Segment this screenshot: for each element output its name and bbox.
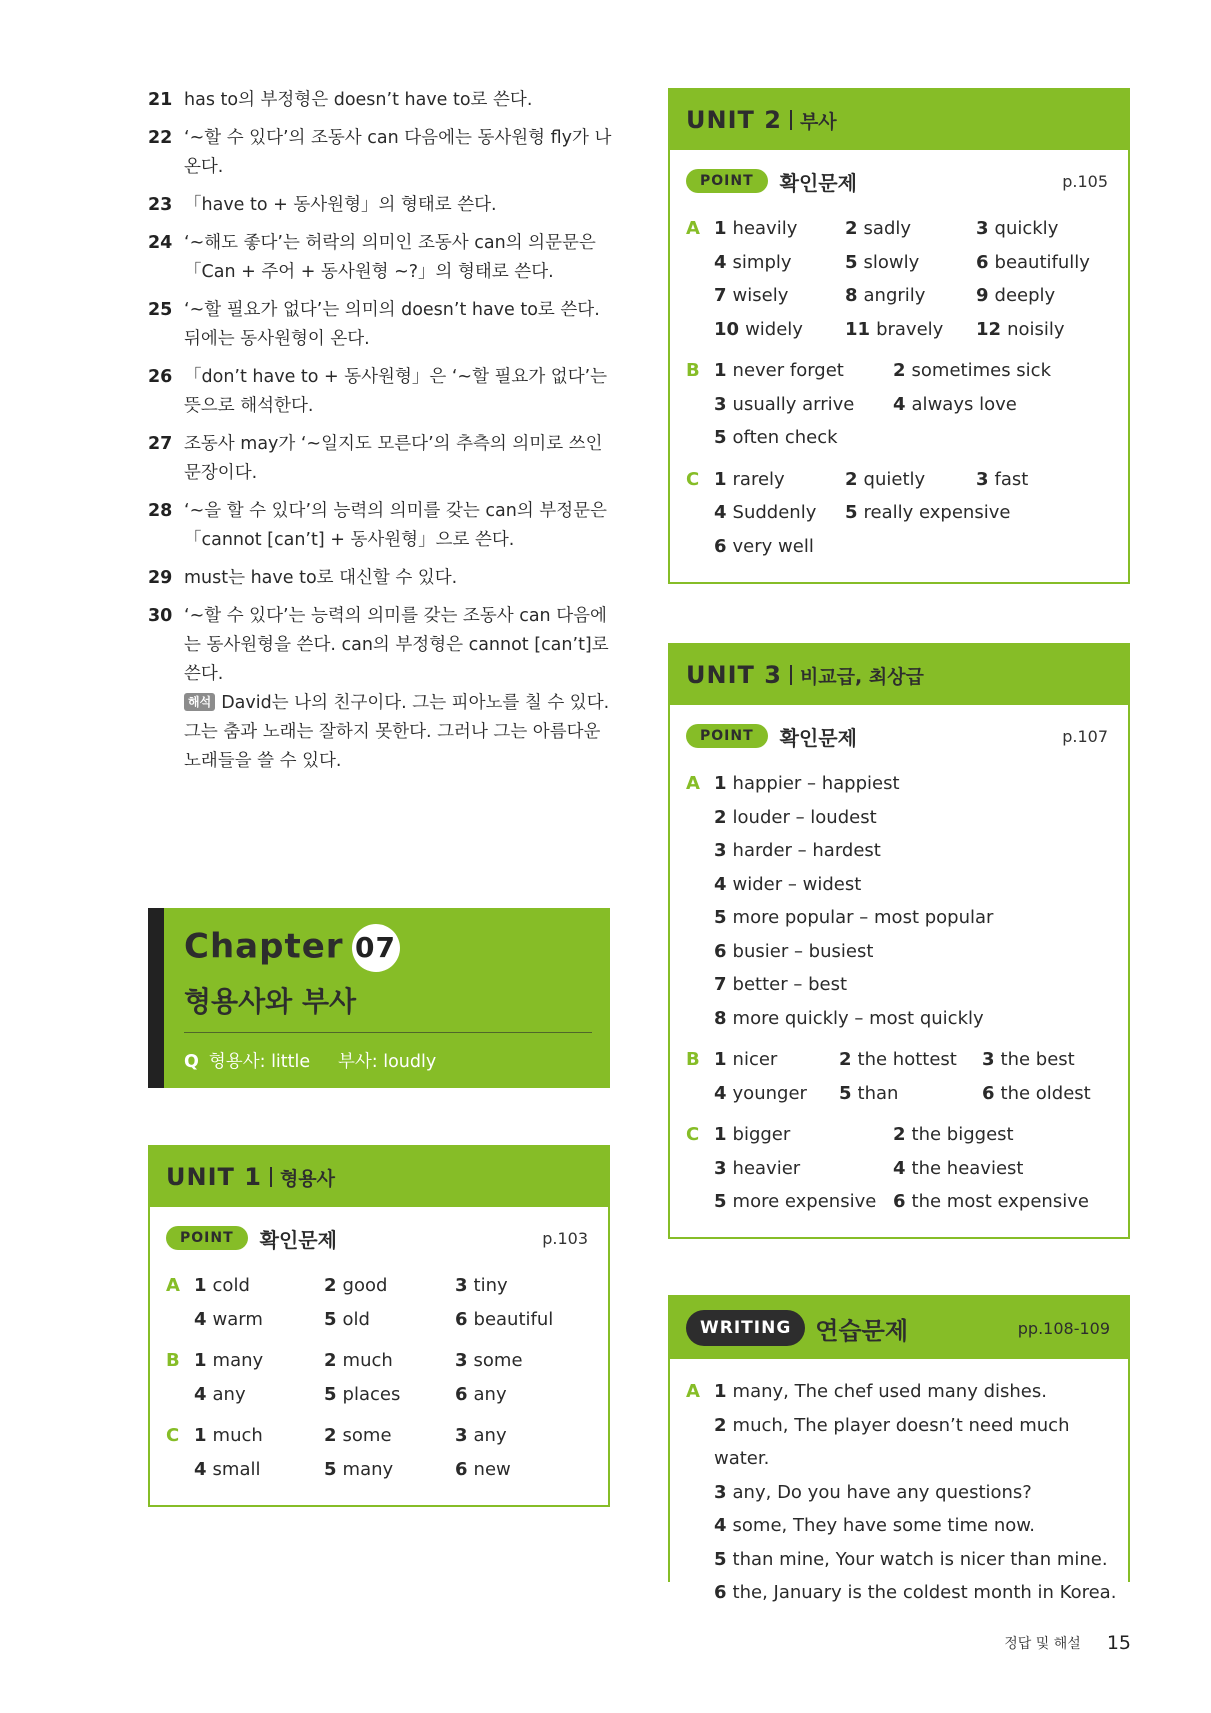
answer-item: 3 heavier bbox=[714, 1157, 801, 1179]
section-b: B 1 many 2 much 3 some 4 any 5 places 6 any bbox=[150, 1344, 608, 1411]
chapter-divider bbox=[184, 1032, 592, 1033]
explanation-item: 26 「don’t have to + 동사원형」은 ‘~할 필요가 없다’는 뜻으로 해석한다. bbox=[148, 367, 608, 416]
unit-2-box bbox=[668, 88, 1130, 584]
answer-item: 12 noisily bbox=[976, 318, 1065, 340]
point-title: 확인문제 bbox=[779, 170, 857, 195]
answer-item: 4 small bbox=[194, 1458, 261, 1480]
answer-item: 7 better – best bbox=[714, 974, 847, 995]
answer-item: 3 some bbox=[455, 1350, 523, 1371]
section-b: B 1 nicer 2 the hottest 3 the best 4 younger 5 than 6 the oldest bbox=[670, 1043, 1128, 1110]
explanation-item: 25 ‘~할 필요가 없다’는 의미의 doesn’t have to로 쓴다. 뒤에는 동사원형이 온다. bbox=[148, 300, 600, 349]
page-reference: p.103 bbox=[542, 1228, 588, 1248]
point-title: 확인문제 bbox=[259, 1227, 337, 1252]
explanation-item: 22 ‘~할 수 있다’의 조동사 can 다음에는 동사원형 fly가 나온다. bbox=[148, 128, 612, 177]
point-row bbox=[150, 1207, 608, 1269]
footer-label: 정답 및 해설 bbox=[1004, 1636, 1081, 1652]
answer-item: 1 cold bbox=[194, 1275, 250, 1296]
answer-item: 4 the heaviest bbox=[893, 1157, 1024, 1179]
answer-item: 6 very well bbox=[714, 535, 814, 557]
section-a: A 1 cold 2 good 3 tiny 4 warm 5 old 6 beautiful bbox=[150, 1269, 608, 1336]
answer-item: 1 never forget bbox=[714, 360, 844, 381]
unit-label: UNIT 3 bbox=[686, 661, 782, 689]
writing-header bbox=[670, 1297, 1128, 1359]
answer-item: 6 any bbox=[455, 1383, 507, 1405]
answer-item: 1 rarely bbox=[714, 468, 785, 490]
answer-item: 10 widely bbox=[714, 318, 803, 340]
explanation-item: 30 ‘~할 수 있다’는 능력의 의미를 갖는 조동사 can 다음에는 동사원형을 쓴다. can의 부정형은 cannot [can’t]로 쓴다. 해석 David는 나의 친구이다. 그는 피아노를 칠 수 있다. 그는 춤과 노래는 잘하지 못한다. 그러나 그는 아름다운 노래들을 쓸 수 있다. bbox=[148, 606, 610, 771]
answer-item: 1 many bbox=[194, 1350, 264, 1371]
answer-item: 3 the best bbox=[982, 1049, 1075, 1070]
writing-title: 연습문제 bbox=[815, 1316, 909, 1345]
explanation-item: 29 must는 have to로 대신할 수 있다. bbox=[148, 568, 458, 588]
answer-item: 5 old bbox=[324, 1308, 370, 1330]
unit-title: 형용사 bbox=[279, 1167, 335, 1190]
answer-item: 4 always love bbox=[893, 393, 1017, 415]
section-c: C 1 much 2 some 3 any 4 small 5 many 6 new bbox=[150, 1419, 608, 1486]
answer-item: 1 heavily bbox=[714, 218, 798, 239]
explanation-item: 21 has to의 부정형은 doesn’t have to로 쓴다. bbox=[148, 90, 533, 110]
answer-item: 2 the biggest bbox=[893, 1124, 1014, 1145]
writing-badge: WRITING bbox=[686, 1310, 805, 1346]
section-b: B 1 never forget 2 sometimes sick 3 usually arrive 4 always love 5 often check bbox=[670, 354, 1128, 455]
point-badge: POINT bbox=[166, 1226, 248, 1250]
answer-item: 5 often check bbox=[714, 427, 838, 448]
answer-item: 5 places bbox=[324, 1383, 401, 1405]
page-number: 15 bbox=[1106, 1632, 1131, 1654]
chapter-label: Chapter bbox=[184, 926, 344, 967]
answer-item: 3 tiny bbox=[455, 1275, 508, 1296]
answer-item: 5 more popular – most popular bbox=[714, 907, 994, 928]
translation-text: David는 나의 친구이다. 그는 피아노를 칠 수 있다. 그는 춤과 노래는 잘하지 못한다. 그러나 그는 아름다운 노래들을 쓸 수 있다. bbox=[184, 693, 610, 771]
answer-item: 1 many, The chef used many dishes. bbox=[714, 1381, 1047, 1402]
point-badge: POINT bbox=[686, 169, 768, 193]
unit-title: 비교급, 최상급 bbox=[799, 665, 924, 688]
explanation-list bbox=[148, 86, 618, 785]
unit-title: 부사 bbox=[799, 110, 837, 133]
writing-box bbox=[668, 1295, 1130, 1603]
answer-item: 5 more expensive bbox=[714, 1191, 877, 1212]
point-badge: POINT bbox=[686, 724, 768, 748]
answer-item: 9 deeply bbox=[976, 285, 1056, 306]
answer-item: 4 Suddenly bbox=[714, 502, 817, 523]
answer-item: 5 really expensive bbox=[845, 502, 1011, 523]
answer-item: 8 angrily bbox=[845, 285, 926, 306]
answer-item: 2 some bbox=[324, 1425, 392, 1446]
answer-item: 6 the most expensive bbox=[893, 1191, 1089, 1212]
unit-1-header bbox=[150, 1147, 608, 1207]
answer-item: 2 good bbox=[324, 1275, 388, 1296]
answer-item: 6 busier – busiest bbox=[714, 940, 874, 962]
answer-item: 3 any bbox=[455, 1425, 507, 1446]
answer-item: 3 usually arrive bbox=[714, 393, 855, 415]
explanation-item: 24 ‘~해도 좋다’는 허락의 의미인 조동사 can의 의문문은 「Can + 주어 + 동사원형 ~?」의 형태로 쓴다. bbox=[148, 233, 596, 282]
explanation-item: 28 ‘~을 할 수 있다’의 능력의 의미를 갖는 can의 부정문은 「cannot [can’t] + 동사원형」으로 쓴다. bbox=[148, 501, 607, 550]
chapter-banner bbox=[148, 908, 610, 1088]
section-c: C 1 bigger 2 the biggest 3 heavier 4 the heaviest 5 more expensive 6 the most expensive bbox=[670, 1118, 1128, 1219]
answer-item: 4 warm bbox=[194, 1308, 263, 1330]
answer-item: 3 harder – hardest bbox=[714, 840, 881, 861]
unit-label: UNIT 1 bbox=[166, 1163, 262, 1191]
answer-item: 2 louder – loudest bbox=[714, 806, 877, 828]
answer-item: 4 some, They have some time now. bbox=[714, 1515, 1036, 1536]
explanation-item: 23 「have to + 동사원형」의 형태로 쓴다. bbox=[148, 195, 497, 215]
explanation-item: 27 조동사 may가 ‘~일지도 모른다’의 추측의 의미로 쓰인 문장이다. bbox=[148, 434, 603, 483]
answer-item: 6 new bbox=[455, 1458, 511, 1480]
answer-item: 3 fast bbox=[976, 468, 1029, 490]
answer-item: 6 the oldest bbox=[982, 1082, 1091, 1104]
page-reference: p.105 bbox=[1062, 171, 1108, 191]
answer-item: 5 slowly bbox=[845, 251, 920, 273]
section-a: A 1 happier – happiest 2 louder – loudest 3 harder – hardest 4 wider – widest 5 more popular – most popular 6 busier – busiest 7 better – best 8 more quickly – most quickly bbox=[670, 767, 1128, 1035]
section-c: C 1 rarely 2 quietly 3 fast 4 Suddenly 5 really expensive 6 very well bbox=[670, 463, 1128, 564]
answer-item: 1 much bbox=[194, 1425, 263, 1446]
answer-item: 5 many bbox=[324, 1458, 394, 1480]
answer-item: 8 more quickly – most quickly bbox=[714, 1007, 984, 1029]
chapter-question: Q 형용사: little 부사: loudly bbox=[184, 1052, 437, 1072]
answer-item: 2 sadly bbox=[845, 218, 912, 239]
unit-2-header bbox=[670, 90, 1128, 150]
chapter-number-badge: 07 bbox=[352, 924, 400, 972]
answer-item: 6 beautiful bbox=[455, 1308, 554, 1330]
section-a: A 1 heavily 2 sadly 3 quickly 4 simply 5 slowly 6 beautifully 7 wisely 8 angrily 9 deeply 10 widely 11 bravely 12 noisily bbox=[670, 212, 1128, 346]
section-a: A 1 many, The chef used many dishes. 2 much, The player doesn’t need much water. 3 any, Do you have any questions? 4 some, They have some time now. 5 than mine, Your watch is nicer than mine. 6 the, January is the coldest month in Korea. bbox=[670, 1375, 1128, 1610]
answer-item: 2 sometimes sick bbox=[893, 360, 1051, 381]
unit-3-box bbox=[668, 643, 1130, 1239]
answer-item: 11 bravely bbox=[845, 318, 944, 340]
point-title: 확인문제 bbox=[779, 725, 857, 750]
answer-item: 4 wider – widest bbox=[714, 873, 862, 895]
answer-item: 1 happier – happiest bbox=[714, 773, 900, 794]
answer-item: 3 quickly bbox=[976, 218, 1059, 239]
answer-item: 7 wisely bbox=[714, 285, 789, 306]
answer-item: 6 the, January is the coldest month in Korea. bbox=[714, 1582, 1117, 1603]
answer-item: 2 the hottest bbox=[839, 1049, 957, 1070]
explanation-text: ‘~할 수 있다’는 능력의 의미를 갖는 조동사 can 다음에는 동사원형을 쓴다. can의 부정형은 cannot [can’t]로 쓴다. bbox=[184, 606, 609, 684]
answer-item: 4 younger bbox=[714, 1082, 807, 1104]
unit-label: UNIT 2 bbox=[686, 106, 782, 134]
page-reference: p.107 bbox=[1062, 726, 1108, 746]
answer-item: 6 beautifully bbox=[976, 251, 1090, 273]
chapter-subtitle: 형용사와 부사 bbox=[184, 985, 357, 1018]
translation-badge: 해석 bbox=[184, 693, 215, 711]
answer-item: 1 bigger bbox=[714, 1124, 791, 1145]
point-row bbox=[670, 150, 1128, 212]
answer-item: 4 simply bbox=[714, 251, 792, 273]
page-reference: pp.108-109 bbox=[1017, 1318, 1110, 1338]
page-footer bbox=[1004, 1632, 1131, 1654]
answer-item: 4 any bbox=[194, 1383, 246, 1405]
answer-item: 5 than bbox=[839, 1082, 899, 1104]
answer-item: 2 much bbox=[324, 1350, 393, 1371]
answer-item: 3 any, Do you have any questions? bbox=[714, 1481, 1032, 1503]
unit-3-header bbox=[670, 645, 1128, 705]
answer-item: 1 nicer bbox=[714, 1049, 778, 1070]
answer-item: 2 much, The player doesn’t need much water. bbox=[714, 1414, 1070, 1469]
answer-item: 2 quietly bbox=[845, 468, 926, 490]
point-row bbox=[670, 705, 1128, 767]
unit-1-box bbox=[148, 1145, 610, 1507]
answer-item: 5 than mine, Your watch is nicer than mine. bbox=[714, 1548, 1108, 1570]
